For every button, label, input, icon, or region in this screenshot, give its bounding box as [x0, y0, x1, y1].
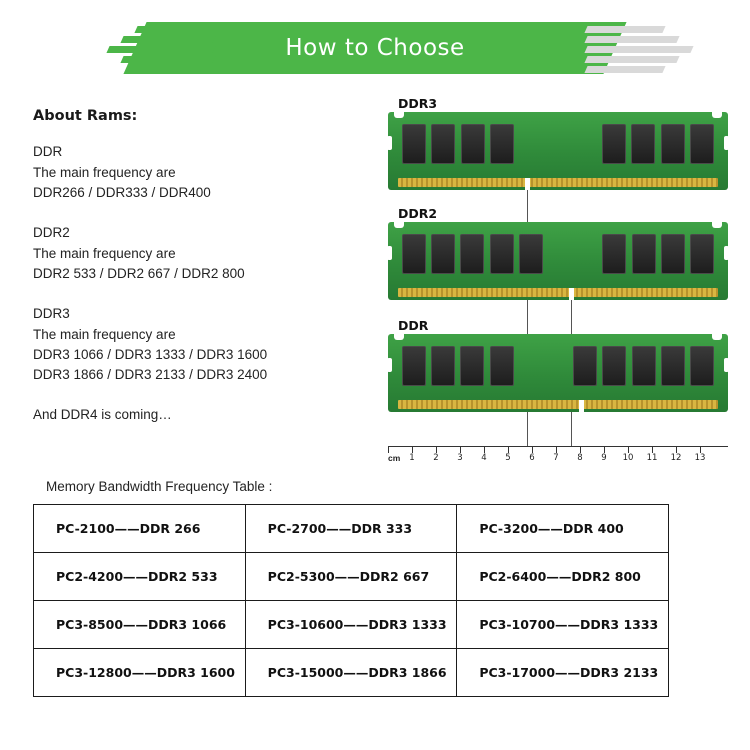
ram-module-ddr [388, 334, 728, 412]
table-row [34, 649, 669, 697]
spec-block-ddr [33, 142, 363, 203]
table-row [34, 505, 669, 553]
spec-intro-ddr3: The main frequency are [33, 327, 176, 342]
ruler-tick-label: 11 [646, 453, 658, 463]
table-cell: PC3-10700——DDR3 1333 [457, 601, 669, 649]
ruler-tick-label: 7 [553, 453, 559, 463]
about-rams-heading: About Rams: [33, 108, 138, 124]
table-cell: PC3-12800——DDR3 1600 [34, 649, 246, 697]
ram-label-ddr2: DDR2 [398, 206, 438, 221]
table-cell: PC3-15000——DDR3 1866 [245, 649, 457, 697]
ruler-tick-label: 12 [670, 453, 682, 463]
memory-bandwidth-table [33, 504, 669, 697]
ruler-tick-label: 10 [622, 453, 634, 463]
measurement-ruler [388, 446, 728, 469]
spec-name-ddr3: DDR3 [33, 306, 70, 321]
spec-block-ddr2 [33, 223, 363, 284]
about-rams-section [33, 108, 363, 422]
table-cell: PC3-17000——DDR3 2133 [457, 649, 669, 697]
table-row [34, 553, 669, 601]
ram-label-ddr3: DDR3 [398, 96, 438, 111]
spec-intro-ddr: The main frequency are [33, 165, 176, 180]
ram-key-notch-ddr2 [569, 288, 574, 300]
ram-key-notch-ddr3 [525, 178, 530, 190]
ddr4-note: And DDR4 is coming… [33, 407, 172, 422]
table-cell: PC2-6400——DDR2 800 [457, 553, 669, 601]
ram-contacts-ddr2 [398, 288, 718, 297]
ram-key-notch-ddr [579, 400, 584, 412]
ruler-tick-label: 1 [409, 453, 415, 463]
ram-illustration [380, 96, 730, 471]
table-cell: PC2-5300——DDR2 667 [245, 553, 457, 601]
ram-label-ddr: DDR [398, 318, 429, 333]
spec-values-ddr: DDR266 / DDR333 / DDR400 [33, 185, 211, 200]
table-cell: PC3-8500——DDR3 1066 [34, 601, 246, 649]
table-cell: PC-2700——DDR 333 [245, 505, 457, 553]
spec-name-ddr: DDR [33, 144, 63, 159]
ram-module-ddr2 [388, 222, 728, 300]
spec-name-ddr2: DDR2 [33, 225, 70, 240]
ram-contacts-ddr [398, 400, 718, 409]
spec-values-ddr3-b: DDR3 1866 / DDR3 2133 / DDR3 2400 [33, 367, 268, 382]
ruler-tick-label: 9 [601, 453, 607, 463]
page-header-banner [0, 18, 750, 78]
table-caption: Memory Bandwidth Frequency Table : [46, 479, 273, 494]
ram-chips-ddr [402, 346, 714, 386]
table-cell: PC-3200——DDR 400 [457, 505, 669, 553]
ram-chips-ddr3 [402, 124, 714, 164]
ram-contacts-ddr3 [398, 178, 718, 187]
spec-values-ddr3-a: DDR3 1066 / DDR3 1333 / DDR3 1600 [33, 347, 268, 362]
spec-values-ddr2: DDR2 533 / DDR2 667 / DDR2 800 [33, 266, 245, 281]
ram-chips-ddr2 [402, 234, 714, 274]
spec-block-ddr3 [33, 304, 363, 385]
table-row [34, 601, 669, 649]
ram-module-ddr3 [388, 112, 728, 190]
table-cell: PC3-10600——DDR3 1333 [245, 601, 457, 649]
ruler-tick-label: 6 [529, 453, 535, 463]
ruler-tick-label: 3 [457, 453, 463, 463]
ruler-tick-label: 4 [481, 453, 487, 463]
table-cell: PC2-4200——DDR2 533 [34, 553, 246, 601]
ruler-tick-label: 13 [694, 453, 706, 463]
table-cell: PC-2100——DDR 266 [34, 505, 246, 553]
ruler-tick-label: 8 [577, 453, 583, 463]
ruler-unit-label: cm [388, 453, 401, 463]
spec-intro-ddr2: The main frequency are [33, 246, 176, 261]
ruler-tick-label: 2 [433, 453, 439, 463]
page-title: How to Choose [285, 35, 465, 61]
ruler-tick-label: 5 [505, 453, 511, 463]
